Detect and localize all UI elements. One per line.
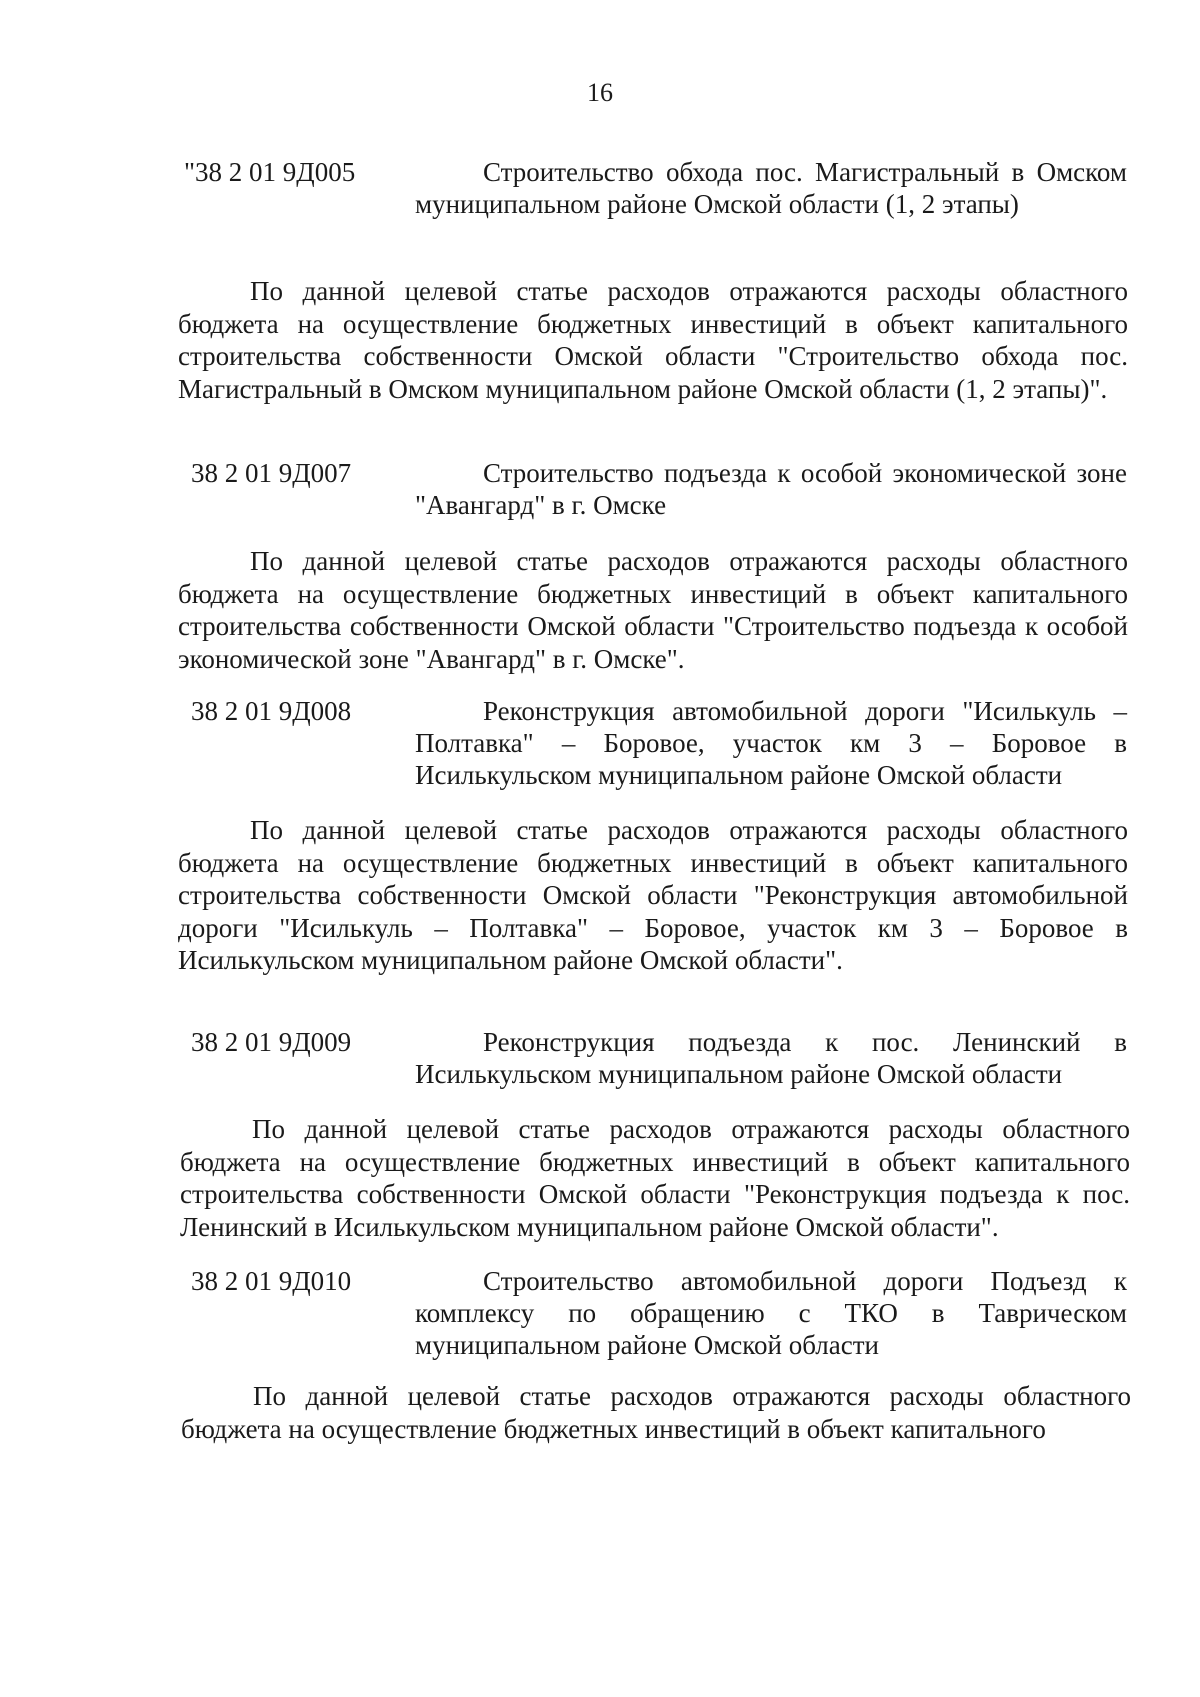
budget-entry-description: По данной целевой статье расходов отражаются расходы областного бюджета на осуществление бюджетных инвестиций в объект капитального строительства собственности Омской области "Реконструкция подъезда к пос. Ленинский в Исилькульском муниципальном районе Омской области". <box>180 1114 1130 1242</box>
budget-code: 38 2 01 9Д009 <box>191 1027 352 1057</box>
budget-entry-heading <box>191 457 1127 521</box>
budget-code: "38 2 01 9Д005 <box>184 157 356 187</box>
budget-code: 38 2 01 9Д010 <box>191 1266 352 1296</box>
budget-entry-title: Строительство подъезда к особой экономической зоне "Авангард" в г. Омске <box>415 458 1127 520</box>
budget-entry-description: По данной целевой статье расходов отражаются расходы областного бюджета на осуществление бюджетных инвестиций в объект капитального <box>181 1381 1131 1444</box>
budget-entry-heading <box>184 156 1127 220</box>
budget-entry-title: Реконструкция подъезда к пос. Ленинский в Исилькульском муниципальном районе Омской области <box>415 1027 1127 1089</box>
budget-code: 38 2 01 9Д008 <box>191 696 352 726</box>
budget-entry-description: По данной целевой статье расходов отражаются расходы областного бюджета на осуществление бюджетных инвестиций в объект капитального строительства собственности Омской области "Строительство подъезда к особой экономической зоне "Авангард" в г. Омске". <box>178 546 1128 674</box>
budget-entry-description: По данной целевой статье расходов отражаются расходы областного бюджета на осуществление бюджетных инвестиций в объект капитального строительства собственности Омской области "Реконструкция автомобильной дороги "Исилькуль – Полтавка" – Боровое, участок км 3 – Боровое в Исилькульском муниципальном районе Омской области". <box>178 815 1128 975</box>
budget-entry-title: Реконструкция автомобильной дороги "Исилькуль – Полтавка" – Боровое, участок км 3 – Боровое в Исилькульском муниципальном районе Омской области <box>415 696 1127 790</box>
budget-code: 38 2 01 9Д007 <box>191 458 352 488</box>
budget-entry-title: Строительство обхода пос. Магистральный в Омском муниципальном районе Омской области (1, 2 этапы) <box>415 157 1127 219</box>
budget-entry-heading <box>191 1026 1127 1090</box>
budget-entry-heading <box>191 695 1127 791</box>
page-number: 16 <box>587 78 613 107</box>
budget-entry-title: Строительство автомобильной дороги Подъезд к комплексу по обращению с ТКО в Таврическом муниципальном районе Омской области <box>415 1266 1127 1360</box>
budget-entry-heading <box>191 1265 1127 1361</box>
budget-entry-description: По данной целевой статье расходов отражаются расходы областного бюджета на осуществление бюджетных инвестиций в объект капитального строительства собственности Омской области "Строительство обхода пос. Магистральный в Омском муниципальном районе Омской области (1, 2 этапы)". <box>178 276 1128 404</box>
